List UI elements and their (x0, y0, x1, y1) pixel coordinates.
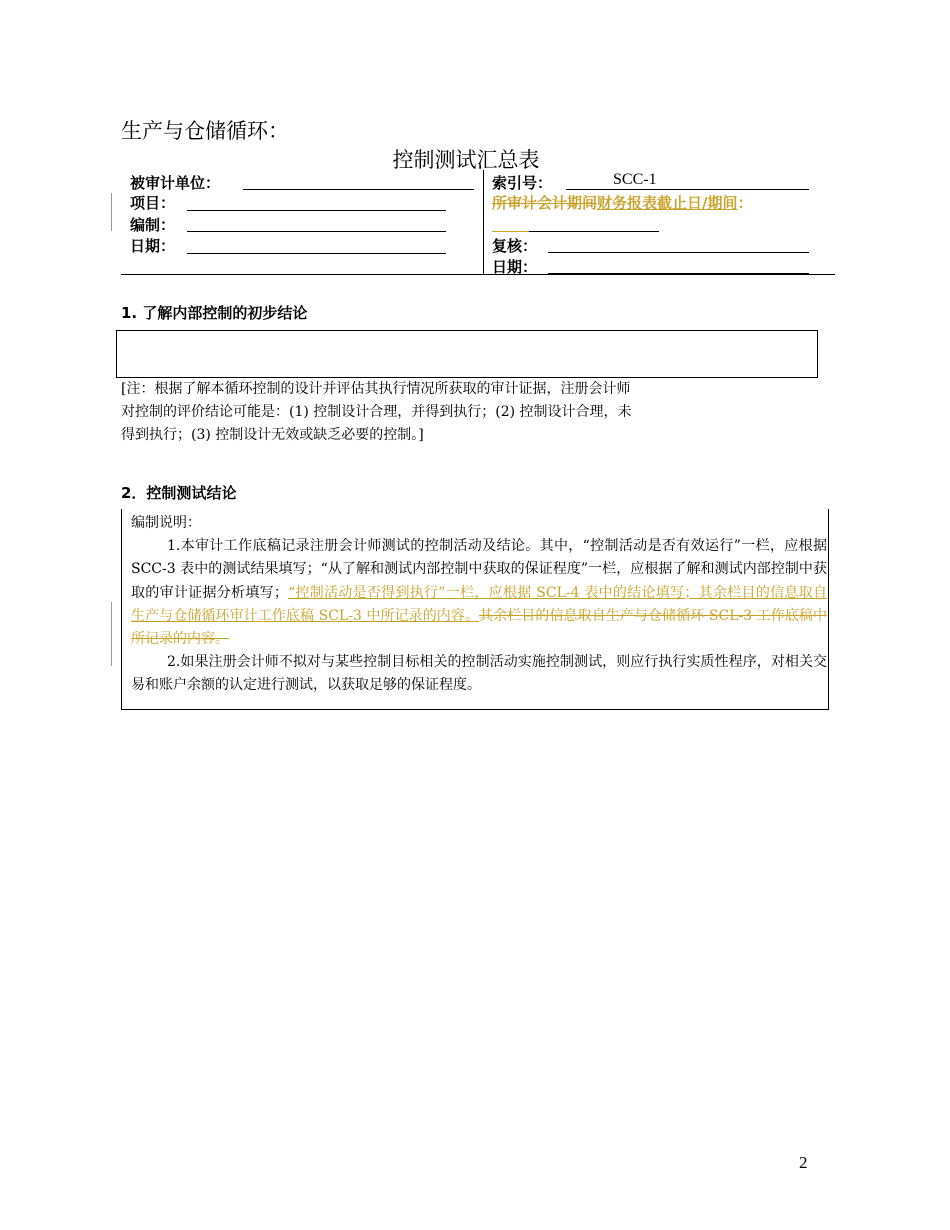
table-title: 控制测试汇总表 (392, 148, 540, 172)
review-field[interactable] (548, 252, 809, 253)
info-header-table (121, 170, 835, 275)
page-number: 2 (799, 1153, 808, 1172)
section2-title: 2．控制测试结论 (121, 484, 237, 502)
auditee-label: 被审计单位： (130, 174, 221, 192)
period-deleted-text: 所审计会计期间 (492, 194, 598, 212)
instruction-paragraph-1: 1.本审计工作底稿记录注册会计师测试的控制活动及结论。其中，“控制活动是否有效运行”一栏，应根据 SCC-3 表中的测试结果填写；“从了解和测试内部控制中获取的保证程度”一栏，应根据了解和测试内部控制中获取的审计证据分析填写；“控制活动是否得到执行”一栏，应根据 SCL-4 表中的结论填写；其余栏目的信息取自生产与仓储循环审计工作底稿 SCL-3 中所记录的内容。其余栏目的信息取自生产与仓储循环 SCL-3 工作底稿中所记录的内容。 (131, 538, 828, 648)
section1-title: 1. 了解内部控制的初步结论 (121, 304, 308, 322)
date2-label: 日期： (492, 258, 538, 276)
auditee-field[interactable] (243, 189, 474, 190)
period-inserted-text: 财务报表截止日/期间 (597, 194, 738, 212)
control-test-conclusion-box (121, 509, 829, 710)
instructions-text (131, 512, 827, 698)
date-label: 日期： (130, 237, 176, 255)
index-label: 索引号： (492, 174, 553, 192)
instruction-paragraph-2: 2.如果注册会计师不拟对与某些控制目标相关的控制活动实施控制测试，则应行执行实质性程序，对相关交易和账户余额的认定进行测试，以获取足够的保证程度。 (131, 654, 827, 694)
index-field[interactable] (566, 189, 809, 190)
period-label: 所审计会计期间财务报表截止日/期间： (492, 194, 753, 212)
project-label: 项目： (130, 194, 176, 212)
project-field[interactable] (187, 210, 446, 211)
review-label: 复核： (492, 237, 538, 255)
inserted-revision: “控制活动是否得到执行”一栏，应根据 SCL-4 表中的结论填写；其余栏目的信息取自生产与仓储循环审计工作底稿 SCL-3 中所记录的内容。 (131, 584, 828, 624)
period-field[interactable] (529, 231, 659, 232)
instructions-label: 编制说明： (131, 515, 201, 531)
cycle-title: 生产与仓储循环： (121, 119, 289, 143)
date-field[interactable] (187, 253, 446, 254)
date2-field[interactable] (548, 273, 809, 274)
prepared-by-field[interactable] (187, 231, 446, 232)
index-value: SCC-1 (613, 171, 657, 188)
preliminary-conclusion-box[interactable] (116, 330, 818, 378)
prepared-by-label: 编制： (130, 216, 176, 234)
column-divider (483, 170, 484, 274)
deleted-revision: 其余栏目的信息取自生产与仓储循环 SCL-3 工作底稿中所记录的内容。 (131, 607, 828, 648)
section1-note: [注：根据了解本循环控制的设计并评估其执行情况所获取的审计证据，注册会计师 对控制的评价结论可能是：(1) 控制设计合理，并得到执行；(2) 控制设计合理，未 得到执行；(3) 控制设计无效或缺乏必要的控制。] (121, 381, 632, 443)
